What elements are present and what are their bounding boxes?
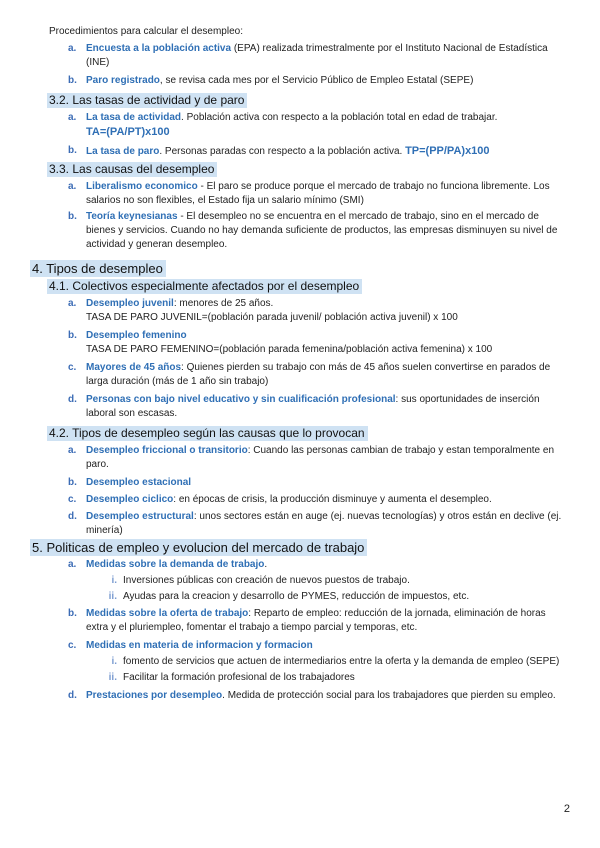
sub-marker: i. [111, 575, 117, 586]
list-marker: a. [68, 43, 77, 54]
item-text: : Cuando las personas cambian de trabajo y estan temporalmente en paro. [86, 445, 555, 470]
term: Teoría keynesianas [86, 211, 178, 222]
list-item [68, 74, 556, 88]
term: Paro registrado [86, 75, 160, 86]
term: La tasa de actividad [86, 112, 182, 123]
list-marker: a. [68, 181, 77, 192]
rate-formula: TASA DE PARO FEMENINO=(población parada femenina/población activa femenina) x 100 [86, 344, 493, 355]
item-text: : en épocas de crisis, la producción disminuye y aumenta el desempleo. [173, 494, 492, 505]
section-heading-4-1: 4.1. Colectivos especialmente afectados por el desempleo [47, 279, 362, 294]
term: Desempleo friccional o transitorio [86, 445, 248, 456]
list-marker: b. [68, 330, 77, 341]
list-marker: a. [68, 559, 77, 570]
unemployment-types-list [68, 444, 566, 538]
list-marker: a. [68, 445, 77, 456]
list-item [68, 210, 570, 252]
employment-policies-list [68, 558, 570, 703]
sub-item-text: Inversiones públicas con creación de nuevos puestos de trabajo. [123, 575, 410, 586]
term: Encuesta a la población activa [86, 43, 232, 54]
causes-list [68, 180, 570, 252]
rates-list [68, 111, 566, 159]
item-text: : Quienes pierden su trabajo con más de 45 años suelen convertirse en parados de larga duración (más de 1 año sin trabajo) [86, 362, 551, 387]
list-marker: d. [68, 690, 77, 701]
sub-item-text: fomento de servicios que actuen de intermediarios entre la oferta y la demanda de empleo (SEPE) [123, 656, 560, 667]
list-item [68, 607, 570, 635]
formula: TP=(PP/PA)x100 [405, 145, 490, 157]
item-text: : unos sectores están en auge (ej. nuevas tecnologías) y otros están en declive (ej. minería) [86, 511, 562, 536]
formula: TA=(PA/PT)x100 [86, 126, 170, 138]
list-marker: c. [68, 494, 77, 505]
list-item [68, 329, 570, 357]
sub-list [86, 574, 570, 604]
sub-list-item [111, 574, 570, 588]
list-item [68, 558, 570, 604]
term: Medidas sobre la demanda de trabajo [86, 559, 265, 570]
term: Prestaciones por desempleo [86, 690, 223, 701]
list-item [68, 510, 566, 538]
term: Desempleo juvenil [86, 298, 174, 309]
list-marker: b. [68, 75, 77, 86]
term: La tasa de paro [86, 146, 160, 157]
section-heading-5: 5. Politicas de empleo y evolucion del mercado de trabajo [30, 539, 367, 556]
list-item [68, 297, 570, 325]
item-text: - El paro se produce porque el mercado de trabajo no funciona libremente. Los salarios no son flexibles, el Estado fija un salario mínimo (SMI) [86, 181, 550, 206]
list-item [68, 689, 570, 703]
sub-list-item [111, 655, 570, 669]
item-text: . Personas paradas con respecto a la población activa. [159, 146, 406, 157]
term: Liberalismo economico [86, 181, 198, 192]
list-marker: c. [68, 640, 77, 651]
list-marker: d. [68, 394, 77, 405]
item-text: : menores de 25 años. [173, 298, 274, 309]
item-text: : sus oportunidades de inserción laboral son escasas. [86, 394, 540, 419]
item-text: (EPA) realizada trimestralmente por el Instituto Nacional de Estadística (INE) [86, 43, 548, 68]
term: Desempleo estacional [86, 477, 192, 488]
term: Medidas en materia de informacion y formacion [86, 640, 313, 651]
sub-marker: ii. [108, 591, 117, 602]
section-heading-4: 4. Tipos de desempleo [30, 260, 166, 277]
section-heading-3-3: 3.3. Las causas del desempleo [47, 162, 217, 177]
intro-text: Procedimientos para calcular el desempleo: [49, 26, 243, 37]
list-marker: b. [68, 211, 77, 222]
list-item [68, 639, 570, 685]
item-text: . Medida de protección social para los trabajadores que pierden su empleo. [222, 690, 556, 701]
sub-marker: i. [111, 656, 117, 667]
term: Desempleo ciclico [86, 494, 174, 505]
list-marker: b. [68, 608, 77, 619]
affected-groups-list [68, 297, 570, 421]
sub-list [86, 655, 570, 685]
calc-procedures-list [68, 42, 556, 88]
list-marker: a. [68, 112, 77, 123]
list-item [68, 361, 570, 389]
item-text: , se revisa cada mes por el Servicio Público de Empleo Estatal (SEPE) [159, 75, 474, 86]
item-text: . Población activa con respecto a la población total en edad de trabajar. [181, 112, 498, 123]
list-item [68, 111, 566, 140]
term: Desempleo femenino [86, 330, 187, 341]
section-heading-4-2: 4.2. Tipos de desempleo según las causas que lo provocan [47, 426, 368, 441]
term: Personas con bajo nivel educativo y sin cualificación profesional [86, 394, 396, 405]
list-item [68, 444, 566, 472]
list-item [68, 180, 570, 208]
term: Medidas sobre la oferta de trabajo [86, 608, 249, 619]
list-item [68, 476, 566, 490]
list-item [68, 42, 556, 70]
list-marker: c. [68, 362, 77, 373]
term: Mayores de 45 años [86, 362, 182, 373]
list-item [68, 493, 566, 507]
sub-list-item [108, 590, 570, 604]
item-text: - El desempleo no se encuentra en el mercado de trabajo, sino en el mercado de bienes y servicios. Cuando no hay demanda suficiente de productos, las empresas disminuyen su nivel de actividad y generan desempleo. [86, 211, 558, 250]
list-item [68, 144, 566, 159]
list-marker: b. [68, 477, 77, 488]
sub-marker: ii. [108, 672, 117, 683]
list-item [68, 393, 570, 421]
list-marker: d. [68, 511, 77, 522]
sub-item-text: Ayudas para la creacion y desarrollo de PYMES, reducción de impuestos, etc. [123, 591, 470, 602]
section-heading-3-2: 3.2. Las tasas de actividad y de paro [47, 93, 247, 108]
term: Desempleo estructural [86, 511, 194, 522]
sub-list-item [108, 671, 570, 685]
list-marker: a. [68, 298, 77, 309]
list-marker: b. [68, 145, 77, 156]
page-number: 2 [563, 803, 570, 815]
item-text: . [264, 559, 268, 570]
sub-item-text: Facilitar la formación profesional de los trabajadores [123, 672, 355, 683]
rate-formula: TASA DE PARO JUVENIL=(población parada juvenil/ población activa juvenil) x 100 [86, 312, 458, 323]
item-text: : Reparto de empleo: reducción de la jornada, eliminación de horas extra y el pluriempleo, fomentar el trabajo a tiempo parcial y temporas, etc. [86, 608, 546, 633]
